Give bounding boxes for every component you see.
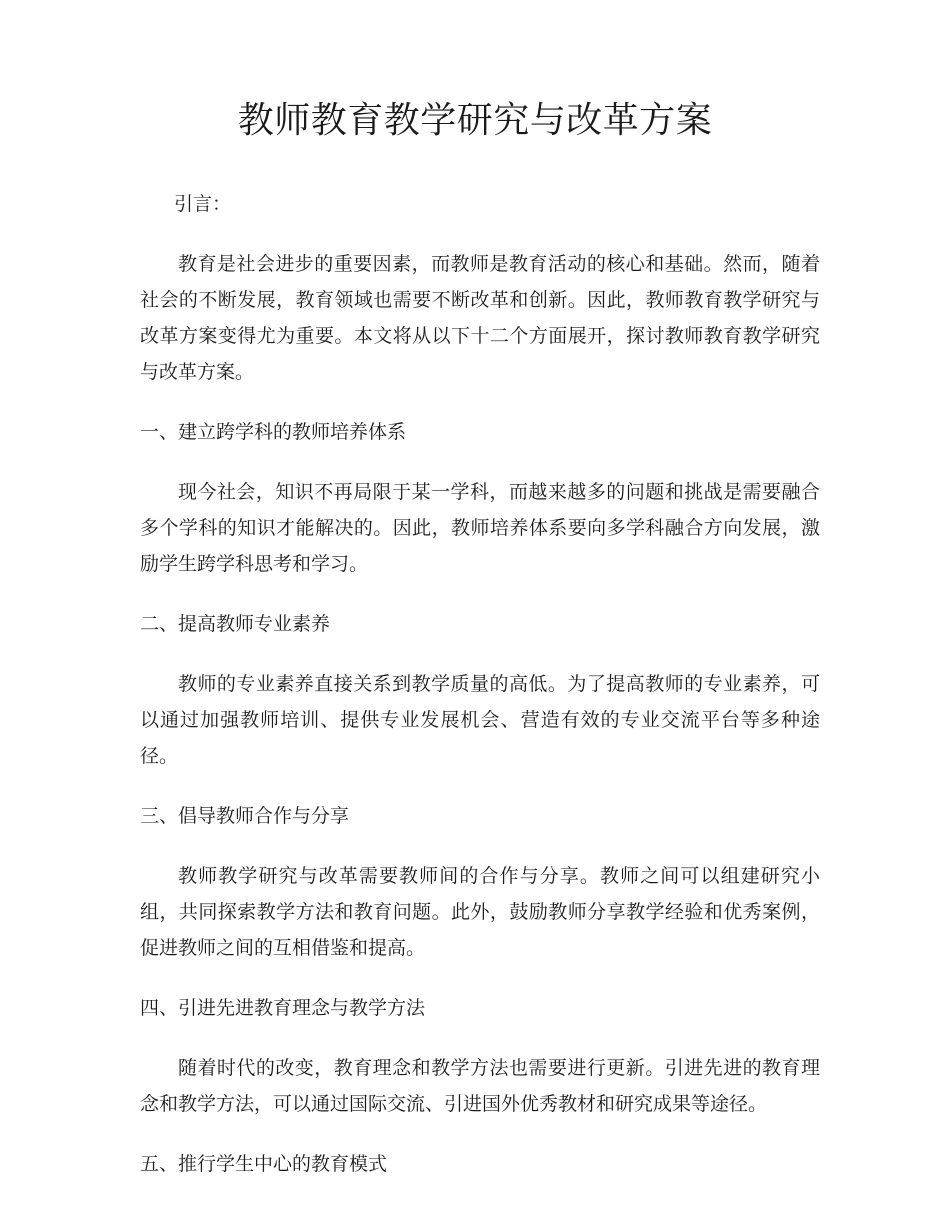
section-body-2: 教师的专业素养直接关系到教学质量的高低。为了提高教师的专业素养，可以通过加强教师培训、提供专业发展机会、营造有效的专业交流平台等多种途径。 bbox=[140, 673, 820, 767]
section-heading-2: 二、提高教师专业素养 bbox=[140, 613, 331, 635]
section-heading-3: 三、倡导教师合作与分享 bbox=[140, 805, 350, 827]
section-heading-4: 四、引进先进教育理念与教学方法 bbox=[140, 997, 426, 1019]
section-body-4: 随着时代的改变，教育理念和教学方法也需要进行更新。引进先进的教育理念和教学方法，可以通过国际交流、引进国外优秀教材和研究成果等途径。 bbox=[140, 1057, 820, 1115]
section-body-3: 教师教学研究与改革需要教师间的合作与分享。教师之间可以组建研究小组，共同探索教学方法和教育问题。此外，鼓励教师分享教学经验和优秀案例，促进教师之间的互相借鉴和提高。 bbox=[140, 865, 820, 959]
section-heading-1: 一、建立跨学科的教师培养体系 bbox=[140, 421, 407, 443]
section-body-1: 现今社会，知识不再局限于某一学科，而越来越多的问题和挑战是需要融合多个学科的知识才能解决的。因此，教师培养体系要向多学科融合方向发展，激励学生跨学科思考和学习。 bbox=[140, 481, 820, 575]
document-title: 教师教育教学研究与改革方案 bbox=[237, 100, 713, 141]
intro-label: 引言： bbox=[174, 193, 232, 215]
intro-paragraph: 教育是社会进步的重要因素，而教师是教育活动的核心和基础。然而，随着社会的不断发展，教育领域也需要不断改革和创新。因此，教师教育教学研究与改革方案变得尤为重要。本文将从以下十二个方面展开，探讨教师教育教学研究与改革方案。 bbox=[140, 253, 820, 383]
document-body bbox=[140, 186, 820, 1206]
section-heading-5: 五、推行学生中心的教育模式 bbox=[140, 1153, 388, 1175]
